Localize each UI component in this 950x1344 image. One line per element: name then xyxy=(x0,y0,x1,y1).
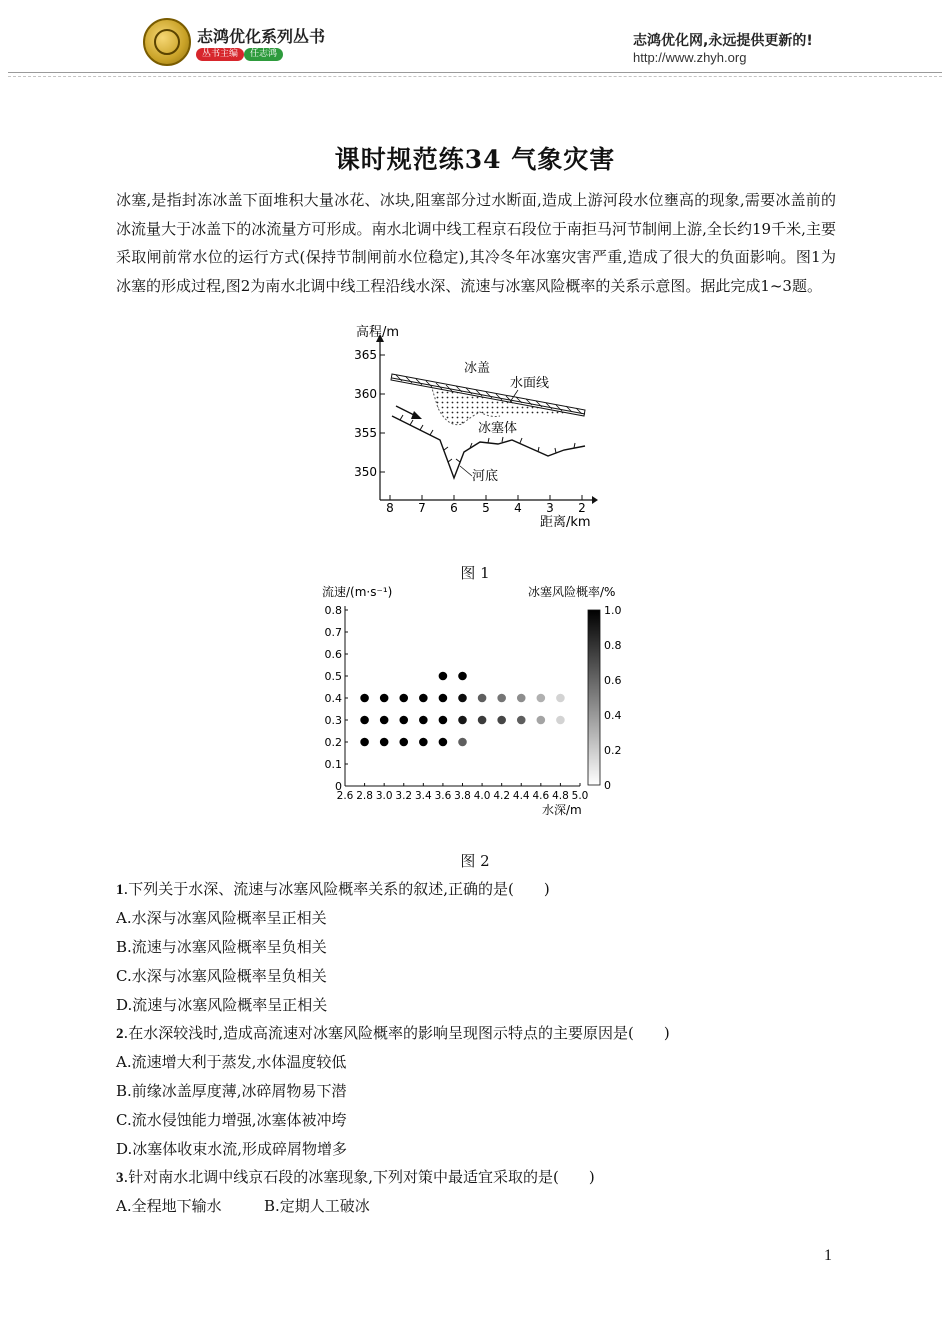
question-1-option-b[interactable]: B.流速与冰塞风险概率呈负相关 xyxy=(116,938,327,956)
fig2-x-tick: 5.0 xyxy=(571,790,589,802)
question-number: 1 xyxy=(116,882,124,898)
fig2-data-point xyxy=(380,694,389,703)
fig2-colorbar xyxy=(588,610,600,785)
figure-1-caption: 图 1 xyxy=(460,564,490,582)
fig2-data-point xyxy=(537,716,546,725)
fig2-x-tick: 2.6 xyxy=(336,790,354,802)
page-number: 1 xyxy=(824,1247,832,1264)
fig2-y-tick: 0.2 xyxy=(324,736,342,749)
fig2-y-tick: 0.5 xyxy=(324,670,342,683)
question-1-option-d[interactable]: D.流速与冰塞风险概率呈正相关 xyxy=(116,996,328,1014)
question-2-option-d[interactable]: D.冰塞体收束水流,形成碎屑物增多 xyxy=(116,1140,348,1158)
fig2-colorbar-tick: 0.8 xyxy=(604,639,622,652)
fig2-data-point xyxy=(439,672,448,681)
fig2-colorbar-tick: 0.4 xyxy=(604,709,622,722)
fig2-data-point xyxy=(537,694,546,703)
fig1-x-tick: 5 xyxy=(482,501,490,515)
fig2-y-tick: 0.3 xyxy=(324,714,342,727)
question-number: 3 xyxy=(116,1170,124,1186)
fig2-data-point xyxy=(458,738,467,747)
fig2-data-point xyxy=(517,694,526,703)
fig2-data-point xyxy=(419,694,428,703)
question-2-option-a[interactable]: A.流速增大利于蒸发,水体温度较低 xyxy=(116,1053,347,1071)
fig2-x-tick: 3.6 xyxy=(434,790,452,802)
editor-tag: 丛书主编 xyxy=(196,48,244,61)
fig2-data-point xyxy=(360,694,369,703)
question-1-option-a[interactable]: A.水深与冰塞风险概率呈正相关 xyxy=(116,909,327,927)
fig2-y-label: 流速/(m·s⁻¹) xyxy=(322,585,393,599)
fig2-x-tick: 3.8 xyxy=(454,790,471,802)
fig2-colorbar-tick: 1.0 xyxy=(604,604,622,617)
intro-paragraph: 冰塞,是指封冻冰盖下面堆积大量冰花、冰块,阻塞部分过水断面,造成上游河段水位壅高的现象,需要冰盖前的冰流量大于冰盖下的冰流量方可形成。南水北调中线工程京石段位于南拒马河节制闸上游,全长约19千米,主要采取闸前常水位的运行方式(保持节制闸前水位稳定),其冷冬年冰塞灾害严重,造成了很大的负面影响。图1为冰塞的形成过程,图2为南水北调中线工程沿线水深、流速与冰塞风险概率的关系示意图。据此完成1~3题。 xyxy=(116,191,836,295)
fig2-colorbar-tick: 0.6 xyxy=(604,674,622,687)
fig2-data-point xyxy=(399,738,408,747)
question-3-stem: 3.针对南水北调中线京石段的冰塞现象,下列对策中最适宜采取的是( ) xyxy=(116,1168,595,1186)
fig1-x-label: 距离/km xyxy=(540,515,591,530)
fig1-x-tick: 4 xyxy=(514,501,522,515)
fig2-data-point xyxy=(439,694,448,703)
fig2-data-point xyxy=(478,716,487,725)
fig2-data-point xyxy=(497,694,506,703)
fig2-data-point xyxy=(517,716,526,725)
fig1-x-tick: 2 xyxy=(578,501,586,515)
fig2-data-point xyxy=(399,716,408,725)
fig1-y-tick: 360 xyxy=(354,387,377,401)
fig2-data-point xyxy=(458,672,467,681)
header-slogan: 志鸿优化网,永远提供更新的! xyxy=(633,33,813,49)
fig2-y-tick: 0.8 xyxy=(324,604,342,617)
editor-name: 任志鸿 xyxy=(244,48,283,61)
fig2-y-tick: 0.4 xyxy=(324,692,342,705)
fig1-label-water-line: 水面线 xyxy=(510,376,550,391)
fig2-y-tick: 0 xyxy=(335,780,342,793)
question-1-option-c[interactable]: C.水深与冰塞风险概率呈负相关 xyxy=(116,967,327,985)
question-2-stem: 2.在水深较浅时,造成高流速对冰塞风险概率的影响呈现图示特点的主要原因是( ) xyxy=(116,1024,670,1042)
question-2-option-c[interactable]: C.流水侵蚀能力增强,冰塞体被冲垮 xyxy=(116,1111,347,1129)
brand-name: 志鸿优化系列丛书 xyxy=(197,27,326,46)
fig2-x-tick: 4.4 xyxy=(512,790,530,802)
fig2-x-label: 水深/m xyxy=(542,803,582,817)
question-3-option-b[interactable]: B.定期人工破冰 xyxy=(264,1197,370,1215)
fig2-data-point xyxy=(360,738,369,747)
fig2-data-point xyxy=(380,716,389,725)
fig2-data-point xyxy=(439,716,448,725)
fig1-label-ice-jam: 冰塞体 xyxy=(478,421,518,436)
fig2-data-point xyxy=(399,694,408,703)
fig2-data-point xyxy=(497,716,506,725)
header-divider-dashed xyxy=(8,76,942,77)
fig1-y-label: 高程/m xyxy=(356,325,400,340)
fig2-y-tick: 0.6 xyxy=(324,648,342,661)
fig2-data-point xyxy=(556,716,565,725)
fig2-colorbar-tick: 0 xyxy=(604,779,611,792)
fig1-x-tick: 6 xyxy=(450,501,458,515)
fig2-x-tick: 2.8 xyxy=(356,790,373,802)
figure-2-scatter-chart xyxy=(300,578,650,823)
fig2-x-tick: 4.8 xyxy=(552,790,569,802)
header-divider xyxy=(8,72,942,73)
fig1-label-river-bed: 河底 xyxy=(472,469,499,484)
fig1-y-tick: 355 xyxy=(354,426,377,440)
fig2-x-tick: 3.4 xyxy=(414,790,432,802)
fig2-x-tick: 4.6 xyxy=(532,790,550,802)
fig1-y-tick: 350 xyxy=(354,465,377,479)
fig1-x-tick: 8 xyxy=(386,501,394,515)
fig2-y-tick: 0.7 xyxy=(324,626,342,639)
page-title: 课时规范练34 气象灾害 xyxy=(334,145,616,174)
question-3-option-a[interactable]: A.全程地下输水 xyxy=(116,1197,222,1215)
fig1-y-tick: 365 xyxy=(354,348,377,362)
fig2-data-point xyxy=(458,694,467,703)
fig2-x-tick: 4.2 xyxy=(493,790,511,802)
publisher-logo-icon xyxy=(143,18,191,66)
fig2-data-point xyxy=(556,694,565,703)
fig2-colorbar-label: 冰塞风险概率/% xyxy=(528,585,616,599)
fig2-data-point xyxy=(439,738,448,747)
question-1-stem: 1.下列关于水深、流速与冰塞风险概率关系的叙述,正确的是( ) xyxy=(116,880,550,898)
question-2-option-b[interactable]: B.前缘冰盖厚度薄,冰碎屑物易下潜 xyxy=(116,1082,347,1100)
page-header xyxy=(0,0,950,90)
fig2-data-point xyxy=(419,738,428,747)
fig2-data-point xyxy=(380,738,389,747)
fig2-x-tick: 3.0 xyxy=(375,790,393,802)
question-number: 2 xyxy=(116,1026,124,1042)
figure-1-ice-jam-diagram xyxy=(330,320,620,540)
fig2-data-point xyxy=(360,716,369,725)
fig2-colorbar-tick: 0.2 xyxy=(604,744,622,757)
fig1-x-tick: 7 xyxy=(418,501,426,515)
fig2-data-point xyxy=(419,716,428,725)
fig2-data-point xyxy=(458,716,467,725)
fig2-x-tick: 3.2 xyxy=(395,790,413,802)
fig1-label-ice-cover: 冰盖 xyxy=(464,361,491,376)
header-url[interactable]: http://www.zhyh.org xyxy=(633,50,747,65)
fig2-y-tick: 0.1 xyxy=(324,758,342,771)
fig1-x-tick: 3 xyxy=(546,501,554,515)
fig2-data-point xyxy=(478,694,487,703)
figure-2-caption: 图 2 xyxy=(460,852,490,870)
fig2-x-tick: 4.0 xyxy=(473,790,491,802)
